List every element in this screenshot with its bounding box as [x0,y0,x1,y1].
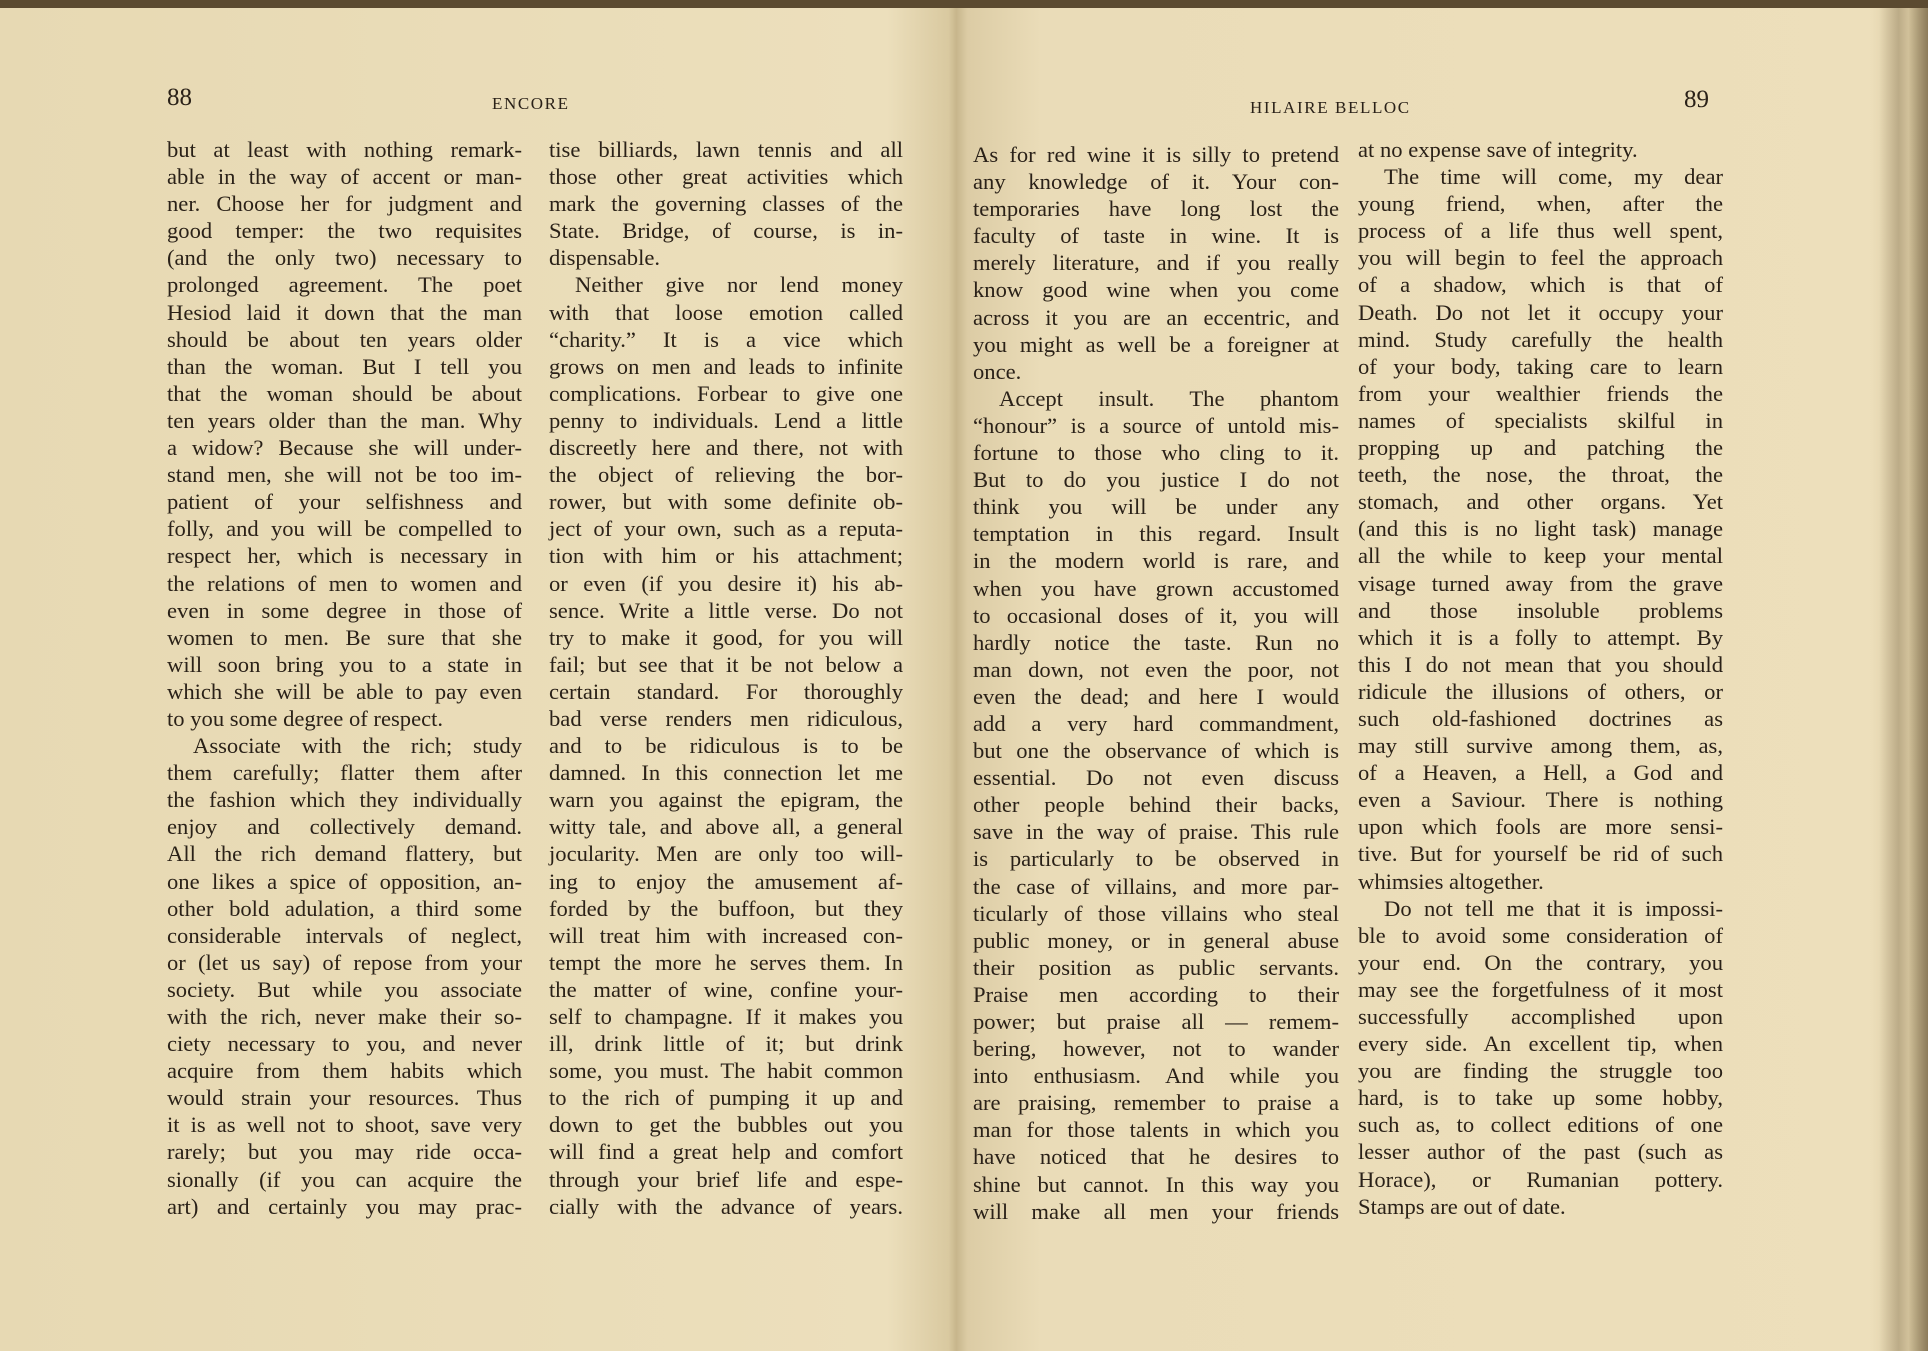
text-line: certain standard. For thoroughly [549,678,903,704]
text-line: The time will come, my dear [1384,164,1723,190]
text-line: with the rich, never make their so- [167,1004,522,1029]
text-line: (and the only two) necessary to [167,245,522,271]
text-line: will find a great help and comfort [549,1139,903,1165]
text-line: the fashion which they individually [167,787,522,813]
text-line: But to do you justice I do not [973,467,1339,493]
text-line: other people behind their backs, [973,792,1339,818]
text-line: than the woman. But I tell you [167,353,522,379]
text-line: teeth, the nose, the throat, the [1358,462,1723,488]
text-line: a widow? Because she will under- [167,435,522,461]
text-line: sence. Write a little verse. Do not [549,597,903,623]
text-line: “charity.” It is a vice which [549,326,903,352]
text-line: such as, to collect editions of one [1358,1112,1723,1138]
text-line: process of a life thus well spent, [1358,218,1723,244]
text-line: prolonged agreement. The poet [167,272,522,298]
text-line: them carefully; flatter them after [167,760,522,786]
left-page [0,8,944,1351]
text-column [167,136,522,1220]
text-line: temptation in this regard. Insult [973,521,1339,547]
text-line: As for red wine it is silly to pretend [973,142,1339,167]
text-line: of your body, taking care to learn [1358,353,1723,379]
text-line: the relations of men to women and [167,570,522,596]
text-column [1358,136,1723,1220]
text-line: forded by the buffoon, but they [549,895,903,921]
text-line: Praise men according to their [973,981,1339,1007]
running-head: HILAIRE BELLOC [1250,98,1411,117]
text-line: grows on men and leads to infinite [549,353,903,379]
text-column [549,136,903,1220]
text-line: acquire from them habits which [167,1058,522,1084]
page-edge [1879,8,1928,1351]
text-line: State. Bridge, of course, is in- [549,218,903,244]
text-line: dispensable. [549,245,661,271]
text-line: ner. Choose her for judgment and [167,191,522,217]
text-line: their position as public servants. [973,954,1339,980]
text-line: cially with the advance of years. [549,1193,903,1219]
text-line: essential. Do not even discuss [973,765,1339,791]
text-line: successfully accomplished upon [1358,1004,1723,1029]
text-line: the case of villains, and more par- [973,873,1339,899]
text-line: society. But while you associate [167,976,522,1002]
text-line: patient of your selfishness and [167,489,522,515]
text-line: good temper: the two requisites [167,218,522,244]
page-number: 88 [167,84,192,111]
text-line: temporaries have long lost the [973,196,1339,222]
text-line: when you have grown accustomed [973,575,1339,601]
text-line: this I do not mean that you should [1358,651,1723,677]
text-line: save in the way of praise. This rule [973,819,1339,845]
text-line: faculty of taste in wine. It is [973,223,1339,249]
text-line: will treat him with increased con- [549,922,903,948]
text-line: damned. In this connection let me [549,760,903,786]
text-line: you are finding the struggle too [1358,1058,1723,1084]
text-line: or (let us say) of repose from your [167,949,522,975]
text-line: merely literature, and if you really [973,250,1339,276]
text-line: through your brief life and espe- [549,1166,903,1192]
text-line: your end. On the contrary, you [1358,949,1723,975]
text-line: rower, but with some definite ob- [549,489,903,515]
text-line: will make all men your friends [973,1198,1339,1224]
text-line: is particularly to be observed in [973,846,1339,872]
text-line: such old-fashioned doctrines as [1358,705,1723,731]
text-line: hard, is to take up some hobby, [1358,1085,1723,1111]
text-line: of a shadow, which is that of [1358,272,1723,298]
text-line: tempt the more he serves them. In [549,949,903,975]
text-line: Death. Do not let it occupy your [1358,299,1723,325]
text-line: those other great activities which [549,164,903,190]
text-line: “honour” is a source of untold mis- [973,412,1339,438]
text-line: ing to enjoy the amusement af- [549,868,903,894]
text-line: to the rich of pumping it up and [549,1085,903,1111]
text-line: are praising, remember to praise a [973,1090,1339,1116]
text-line: Neither give nor lend money [575,272,903,298]
text-line: public money, or in general abuse [973,927,1339,953]
text-line: names of specialists skilful in [1358,407,1723,433]
text-line: across it you are an eccentric, and [973,304,1339,330]
text-line: tive. But for yourself be rid of such [1358,841,1723,867]
text-line: to you some degree of respect. [167,705,444,731]
text-line: even the dead; and here I would [973,683,1339,709]
text-line: that the woman should be about [167,380,522,406]
text-line: women to men. Be sure that she [167,624,522,650]
text-line: discreetly here and there, not with [549,435,903,461]
text-line: try to make it good, for you will [549,624,903,650]
text-line: of a Heaven, a Hell, a God and [1358,760,1723,786]
text-line: ill, drink little of it; but drink [549,1031,903,1057]
text-line: respect her, which is necessary in [167,543,522,569]
text-line: Hesiod laid it down that the man [167,299,522,325]
text-line: hardly notice the taste. Run no [973,629,1339,655]
text-line: ridicule the illusions of others, or [1358,678,1723,704]
text-line: some, you must. The habit common [549,1058,903,1084]
text-line: visage turned away from the grave [1358,570,1723,596]
text-line: warn you against the epigram, the [549,787,903,813]
text-line: ble to avoid some consideration of [1358,922,1723,948]
text-line: Accept insult. The phantom [999,385,1339,411]
text-line: any knowledge of it. Your con- [973,169,1339,195]
text-column [973,141,1339,1225]
text-line: and those insoluble problems [1358,597,1723,623]
text-line: bering, however, not to wander [973,1036,1339,1062]
text-line: art) and certainly you may prac- [167,1193,522,1219]
text-line: penny to individuals. Lend a little [549,407,903,433]
text-line: Horace), or Rumanian pottery. [1358,1166,1723,1192]
text-line: jocularity. Men are only too will- [549,841,903,867]
text-line: tion with him or his attachment; [549,543,903,569]
text-line: ject of your own, such as a reputa- [549,516,903,542]
text-line: mind. Study carefully the health [1358,326,1723,352]
text-line: other bold adulation, a third some [167,895,522,921]
text-line: down to get the bubbles out you [549,1112,903,1138]
text-line: mark the governing classes of the [549,191,903,217]
text-line: every side. An excellent tip, when [1358,1031,1723,1057]
text-line: it is as well not to shoot, save very [167,1112,522,1138]
text-line: folly, and you will be compelled to [167,516,522,542]
text-line: once. [973,358,1022,384]
text-line: Stamps are out of date. [1358,1193,1566,1219]
text-line: you might as well be a foreigner at [973,331,1339,357]
text-line: may still survive among them, as, [1358,733,1723,759]
text-line: to occasional doses of it, you will [973,602,1339,628]
text-line: which it is a folly to attempt. By [1358,624,1723,650]
text-line: from your wealthier friends the [1358,380,1723,406]
text-line: would strain your resources. Thus [167,1085,522,1111]
text-line: lesser author of the past (such as [1358,1139,1723,1165]
text-line: which she will be able to pay even [167,678,522,704]
text-line: stomach, and other organs. Yet [1358,489,1723,515]
running-head: ENCORE [492,94,570,113]
text-line: you will begin to feel the approach [1358,245,1723,271]
page-number: 89 [1684,86,1709,113]
text-line: the matter of wine, confine your- [549,976,903,1002]
text-line: ciety necessary to you, and never [167,1031,522,1057]
text-line: at no expense save of integrity. [1358,137,1638,162]
text-line: Do not tell me that it is impossi- [1384,895,1723,921]
text-line: fail; but see that it be not below a [549,651,903,677]
text-line: should be about ten years older [167,326,522,352]
text-line: considerable intervals of neglect, [167,922,522,948]
text-line: all the while to keep your mental [1358,543,1723,569]
text-line: may see the forgetfulness of it most [1358,976,1723,1002]
text-line: but one the observance of which is [973,738,1339,764]
text-line: ten years older than the man. Why [167,407,522,433]
text-line: enjoy and collectively demand. [167,814,522,840]
text-line: ticularly of those villains who steal [973,900,1339,926]
text-line: but at least with nothing remark- [167,137,522,162]
text-line: know good wine when you come [973,277,1339,303]
text-line: bad verse renders men ridiculous, [549,705,903,731]
text-line: Associate with the rich; study [193,733,522,759]
text-line: tise billiards, lawn tennis and all [549,137,903,162]
text-line: shine but cannot. In this way you [973,1171,1339,1197]
text-line: rarely; but you may ride occa- [167,1139,522,1165]
text-line: stand men, she will not be too im- [167,462,522,488]
text-line: self to champagne. If it makes you [549,1004,903,1029]
text-line: man down, not even the poor, not [973,656,1339,682]
text-line: even in some degree in those of [167,597,522,623]
book-spread [0,8,1928,1351]
text-line: fortune to those who cling to it. [973,440,1339,466]
text-line: think you will be under any [973,494,1339,520]
text-line: in the modern world is rare, and [973,548,1339,574]
text-line: (and this is no light task) manage [1358,516,1723,542]
text-line: able in the way of accent or man- [167,164,522,190]
text-line: add a very hard commandment, [973,710,1339,736]
text-line: whimsies altogether. [1358,868,1544,894]
text-line: young friend, when, after the [1358,191,1723,217]
text-line: witty tale, and above all, a general [549,814,903,840]
text-line: the object of relieving the bor- [549,462,903,488]
text-line: with that loose emotion called [549,299,903,325]
text-line: upon which fools are more sensi- [1358,814,1723,840]
text-line: have noticed that he desires to [973,1144,1339,1170]
text-line: sionally (if you can acquire the [167,1166,522,1192]
text-line: complications. Forbear to give one [549,380,903,406]
text-line: All the rich demand flattery, but [167,841,522,867]
text-line: into enthusiasm. And while you [973,1063,1339,1089]
text-line: even a Saviour. There is nothing [1358,787,1723,813]
text-line: and to be ridiculous is to be [549,733,903,759]
text-line: will soon bring you to a state in [167,651,522,677]
text-line: or even (if you desire it) his ab- [549,570,903,596]
right-page [944,8,1928,1351]
text-line: one likes a spice of opposition, an- [167,868,522,894]
text-line: power; but praise all — remem- [973,1009,1339,1034]
text-line: propping up and patching the [1358,435,1723,461]
text-line: man for those talents in which you [973,1117,1339,1143]
